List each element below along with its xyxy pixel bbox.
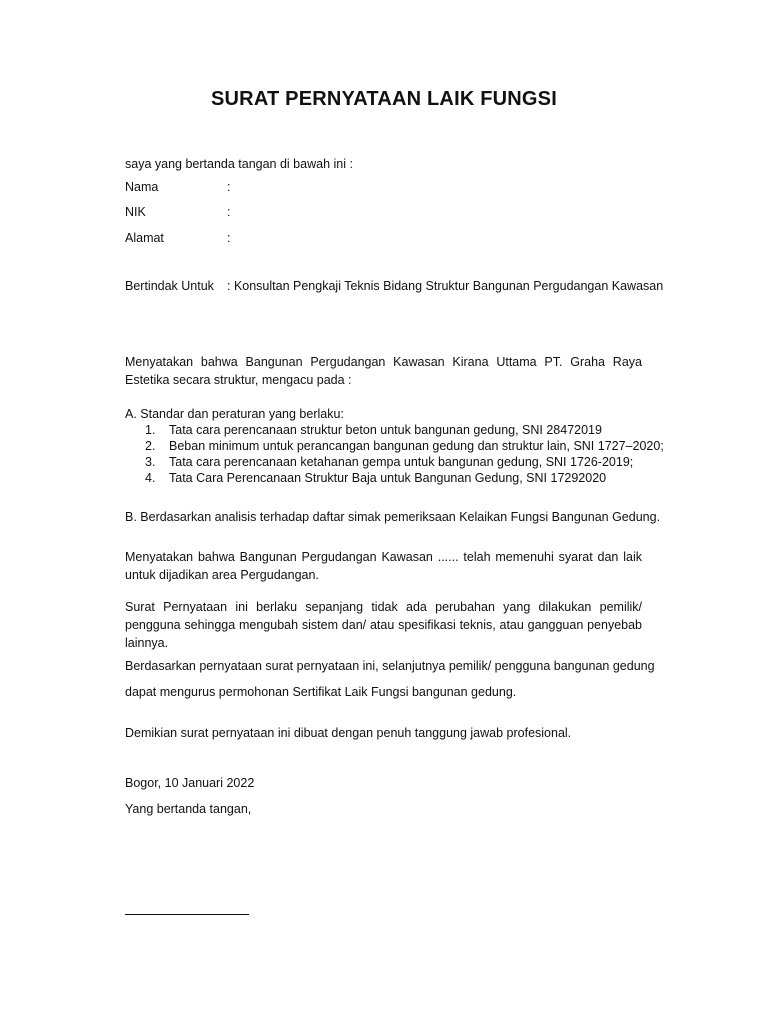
- list-item: [145, 422, 664, 438]
- field-nik-colon: :: [227, 205, 231, 219]
- basis-line-2: dapat mengurus permohonan Sertifikat Laik Fungsi bangunan gedung.: [125, 685, 517, 699]
- signer-label: Yang bertanda tangan,: [125, 802, 252, 816]
- list-item-number: 4.: [145, 471, 156, 485]
- field-address-colon: :: [227, 231, 231, 245]
- place-date: Bogor, 10 Januari 2022: [125, 776, 255, 790]
- field-address-label: Alamat: [125, 231, 164, 245]
- field-nik-label: NIK: [125, 205, 146, 219]
- list-item-text: Tata Cara Perencanaan Struktur Baja untuk Bangunan Gedung, SNI 17292020: [169, 471, 607, 485]
- list-item-number: 2.: [145, 439, 156, 453]
- field-name-label: Nama: [125, 180, 159, 194]
- closing-text: Demikian surat pernyataan ini dibuat dengan penuh tanggung jawab profesional.: [125, 726, 572, 740]
- document-title: SURAT PERNYATAAN LAIK FUNGSI: [211, 88, 557, 110]
- acting-label: Bertindak Untuk: [125, 279, 214, 293]
- section-b-text: B. Berdasarkan analisis terhadap daftar simak pemeriksaan Kelaikan Fungsi Bangunan Gedung.: [125, 510, 661, 524]
- list-item-number: 1.: [145, 423, 156, 437]
- standards-list: [145, 422, 664, 486]
- list-item-text: Beban minimum untuk perancangan bangunan gedung dan struktur lain, SNI 1727–2020;: [169, 439, 664, 453]
- list-item: [145, 454, 664, 470]
- basis-line-1: Berdasarkan pernyataan surat pernyataan ini, selanjutnya pemilik/ pengguna bangunan gedung: [125, 659, 655, 673]
- list-item-text: Tata cara perencanaan ketahanan gempa untuk bangunan gedung, SNI 1726-2019;: [169, 455, 634, 469]
- list-item: [145, 438, 664, 454]
- statement-compliance: Menyatakan bahwa Bangunan Pergudangan Kawasan ...... telah memenuhi syarat dan laik untuk dijadikan area Pergudangan.: [125, 550, 642, 582]
- list-item: [145, 470, 664, 486]
- list-item-number: 3.: [145, 455, 156, 469]
- acting-value: : Konsultan Pengkaji Teknis Bidang Struktur Bangunan Pergudangan Kawasan: [227, 279, 664, 293]
- statement-structure: Menyatakan bahwa Bangunan Pergudangan Kawasan Kirana Uttama PT. Graha Raya Estetika secara struktur, mengacu pada :: [125, 355, 642, 387]
- signature-line: [125, 914, 249, 915]
- section-a-heading: A. Standar dan peraturan yang berlaku:: [125, 407, 344, 421]
- validity-text: Surat Pernyataan ini berlaku sepanjang tidak ada perubahan yang dilakukan pemilik/ pengguna sehingga mengubah sistem dan/ atau spesifikasi teknis, atau gangguan penyebab lainnya.: [125, 600, 642, 650]
- list-item-text: Tata cara perencanaan struktur beton untuk bangunan gedung, SNI 28472019: [169, 423, 602, 437]
- intro-text: saya yang bertanda tangan di bawah ini :: [125, 157, 353, 171]
- field-name-colon: :: [227, 180, 231, 194]
